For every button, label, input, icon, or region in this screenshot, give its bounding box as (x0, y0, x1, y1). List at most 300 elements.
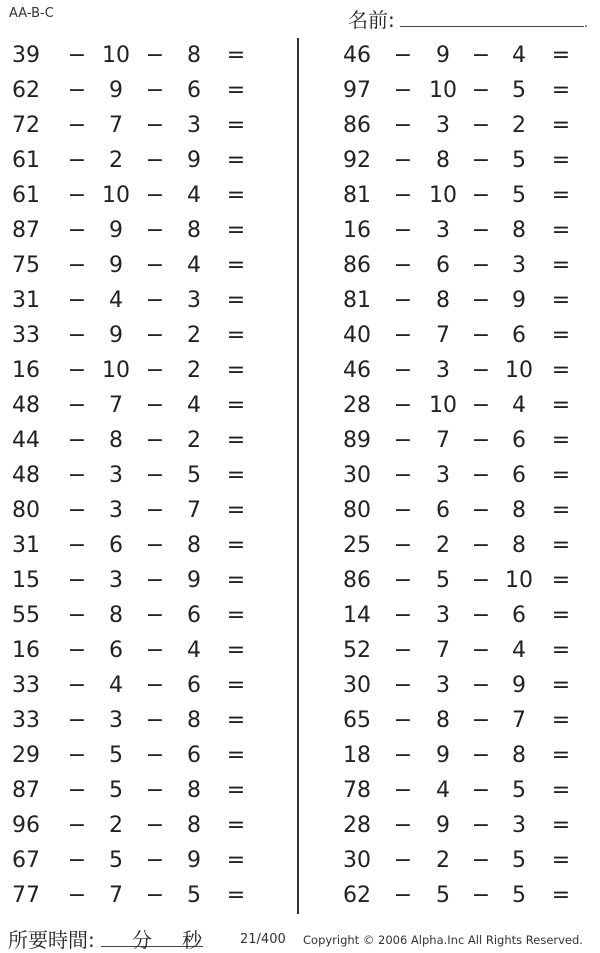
second-number: 9 (109, 78, 123, 103)
minus-sign: − (67, 603, 87, 628)
problem-row (0, 458, 270, 493)
minus-sign: − (471, 708, 491, 733)
problem-row (0, 878, 270, 913)
first-number: 78 (343, 778, 371, 803)
first-number: 28 (343, 393, 371, 418)
equals-sign: = (226, 43, 246, 68)
third-number: 4 (512, 43, 526, 68)
right-problem-column (326, 38, 596, 913)
minus-sign: − (67, 568, 87, 593)
minus-sign: − (471, 813, 491, 838)
minus-sign: − (471, 533, 491, 558)
problem-row (326, 283, 596, 318)
minus-sign: − (393, 463, 413, 488)
minus-sign: − (393, 673, 413, 698)
problem-row (326, 493, 596, 528)
third-number: 6 (187, 78, 201, 103)
second-number: 3 (109, 498, 123, 523)
minus-sign: − (471, 288, 491, 313)
second-number: 9 (436, 813, 450, 838)
third-number: 3 (512, 253, 526, 278)
third-number: 9 (512, 673, 526, 698)
first-number: 33 (12, 673, 40, 698)
minus-sign: − (393, 498, 413, 523)
second-number: 8 (109, 428, 123, 453)
second-number: 7 (436, 428, 450, 453)
equals-sign: = (226, 463, 246, 488)
minus-sign: − (471, 498, 491, 523)
first-number: 30 (343, 848, 371, 873)
first-number: 65 (343, 708, 371, 733)
third-number: 8 (512, 218, 526, 243)
second-number: 3 (436, 218, 450, 243)
second-number: 10 (429, 78, 457, 103)
first-number: 86 (343, 253, 371, 278)
third-number: 2 (187, 428, 201, 453)
third-number: 6 (512, 603, 526, 628)
first-number: 28 (343, 813, 371, 838)
third-number: 5 (187, 463, 201, 488)
minus-sign: − (145, 708, 165, 733)
second-number: 2 (436, 848, 450, 873)
problem-row (326, 843, 596, 878)
problem-row (0, 213, 270, 248)
problem-row (326, 143, 596, 178)
third-number: 3 (187, 288, 201, 313)
problem-row (0, 108, 270, 143)
minus-sign: − (145, 253, 165, 278)
second-number: 5 (436, 568, 450, 593)
second-number: 9 (436, 43, 450, 68)
problem-row (326, 703, 596, 738)
problem-row (0, 633, 270, 668)
problem-row (326, 353, 596, 388)
first-number: 52 (343, 638, 371, 663)
third-number: 3 (187, 113, 201, 138)
equals-sign: = (551, 113, 571, 138)
second-number: 3 (436, 463, 450, 488)
minus-sign: − (67, 813, 87, 838)
equals-sign: = (551, 813, 571, 838)
second-number: 9 (109, 323, 123, 348)
minus-sign: − (67, 253, 87, 278)
minus-sign: − (393, 288, 413, 313)
equals-sign: = (551, 883, 571, 908)
problem-row (0, 493, 270, 528)
minus-sign: − (67, 43, 87, 68)
first-number: 48 (12, 393, 40, 418)
second-number: 7 (109, 883, 123, 908)
equals-sign: = (226, 253, 246, 278)
second-number: 3 (109, 463, 123, 488)
minus-sign: − (145, 673, 165, 698)
equals-sign: = (226, 78, 246, 103)
first-number: 80 (343, 498, 371, 523)
minus-sign: − (67, 848, 87, 873)
minus-sign: − (145, 78, 165, 103)
equals-sign: = (551, 463, 571, 488)
problem-row (326, 598, 596, 633)
name-dot: . (584, 16, 588, 30)
second-number: 6 (109, 533, 123, 558)
minus-sign: − (145, 743, 165, 768)
problem-row (326, 563, 596, 598)
first-number: 30 (343, 463, 371, 488)
equals-sign: = (551, 533, 571, 558)
second-number: 5 (436, 883, 450, 908)
copyright-text: Copyright © 2006 Alpha.Inc All Rights Reserved. (303, 933, 583, 947)
second-number: 7 (109, 393, 123, 418)
minus-sign: − (471, 218, 491, 243)
third-number: 8 (512, 533, 526, 558)
problem-row (0, 598, 270, 633)
problem-row (326, 878, 596, 913)
third-number: 4 (512, 393, 526, 418)
third-number: 10 (505, 358, 533, 383)
third-number: 5 (512, 148, 526, 173)
equals-sign: = (226, 778, 246, 803)
minus-sign: − (67, 673, 87, 698)
minus-sign: − (145, 883, 165, 908)
second-number: 8 (436, 708, 450, 733)
equals-sign: = (226, 148, 246, 173)
first-number: 92 (343, 148, 371, 173)
name-label: 名前: (348, 8, 395, 32)
third-number: 5 (512, 78, 526, 103)
minus-sign: − (471, 463, 491, 488)
minus-sign: − (393, 113, 413, 138)
second-number: 7 (436, 323, 450, 348)
third-number: 5 (512, 883, 526, 908)
minus-sign: − (393, 813, 413, 838)
first-number: 46 (343, 43, 371, 68)
problem-row (0, 423, 270, 458)
problem-row (0, 563, 270, 598)
equals-sign: = (551, 288, 571, 313)
equals-sign: = (551, 743, 571, 768)
first-number: 87 (12, 218, 40, 243)
minus-sign: − (393, 848, 413, 873)
first-number: 14 (343, 603, 371, 628)
first-number: 46 (343, 358, 371, 383)
minus-sign: − (471, 743, 491, 768)
minus-sign: − (393, 148, 413, 173)
third-number: 8 (187, 218, 201, 243)
third-number: 7 (512, 708, 526, 733)
second-number: 3 (436, 603, 450, 628)
minus-sign: − (393, 603, 413, 628)
third-number: 8 (187, 533, 201, 558)
first-number: 16 (12, 638, 40, 663)
time-label: 所要時間: (8, 928, 95, 952)
minus-sign: − (471, 393, 491, 418)
third-number: 2 (512, 113, 526, 138)
equals-sign: = (551, 148, 571, 173)
problem-row (0, 808, 270, 843)
minus-sign: − (393, 568, 413, 593)
second-number: 8 (109, 603, 123, 628)
third-number: 6 (512, 463, 526, 488)
first-number: 31 (12, 288, 40, 313)
third-number: 6 (187, 743, 201, 768)
second-number: 6 (436, 253, 450, 278)
second-number: 9 (109, 253, 123, 278)
second-number: 9 (436, 743, 450, 768)
second-number: 5 (109, 848, 123, 873)
minus-sign: − (393, 393, 413, 418)
minus-sign: − (67, 638, 87, 663)
equals-sign: = (551, 778, 571, 803)
minus-sign: − (145, 428, 165, 453)
third-number: 4 (187, 183, 201, 208)
equals-sign: = (551, 78, 571, 103)
equals-sign: = (226, 323, 246, 348)
minus-sign: − (393, 778, 413, 803)
first-number: 97 (343, 78, 371, 103)
minus-sign: − (471, 358, 491, 383)
second-number: 6 (436, 498, 450, 523)
minus-sign: − (145, 148, 165, 173)
minus-sign: − (393, 708, 413, 733)
minus-sign: − (393, 78, 413, 103)
first-number: 18 (343, 743, 371, 768)
first-number: 40 (343, 323, 371, 348)
third-number: 8 (512, 743, 526, 768)
minus-sign: − (471, 148, 491, 173)
second-number: 7 (436, 638, 450, 663)
first-number: 61 (12, 148, 40, 173)
third-number: 9 (187, 148, 201, 173)
minus-sign: − (67, 78, 87, 103)
first-number: 96 (12, 813, 40, 838)
minus-sign: − (471, 428, 491, 453)
minus-sign: − (393, 428, 413, 453)
minus-sign: − (145, 778, 165, 803)
minus-sign: − (145, 218, 165, 243)
second-number: 2 (109, 813, 123, 838)
problem-row (326, 808, 596, 843)
minus-sign: − (145, 323, 165, 348)
equals-sign: = (226, 603, 246, 628)
second-number: 3 (109, 708, 123, 733)
third-number: 4 (187, 393, 201, 418)
third-number: 8 (512, 498, 526, 523)
minus-sign: − (67, 288, 87, 313)
second-number: 3 (436, 113, 450, 138)
equals-sign: = (551, 673, 571, 698)
first-number: 89 (343, 428, 371, 453)
third-number: 5 (187, 883, 201, 908)
second-number: 2 (436, 533, 450, 558)
third-number: 4 (512, 638, 526, 663)
problem-row (326, 668, 596, 703)
third-number: 6 (187, 673, 201, 698)
equals-sign: = (551, 708, 571, 733)
second-number: 4 (109, 288, 123, 313)
first-number: 72 (12, 113, 40, 138)
minus-sign: − (471, 183, 491, 208)
minus-sign: − (67, 183, 87, 208)
third-number: 9 (512, 288, 526, 313)
equals-sign: = (226, 498, 246, 523)
first-number: 61 (12, 183, 40, 208)
problem-row (0, 773, 270, 808)
first-number: 86 (343, 568, 371, 593)
problem-row (0, 388, 270, 423)
second-number: 10 (102, 183, 130, 208)
minus-sign: − (393, 743, 413, 768)
problem-row (0, 738, 270, 773)
first-number: 81 (343, 288, 371, 313)
second-number: 3 (109, 568, 123, 593)
problem-row (0, 843, 270, 878)
third-number: 9 (187, 568, 201, 593)
seconds-label: 秒 (182, 928, 202, 952)
minus-sign: − (471, 883, 491, 908)
problem-row (326, 388, 596, 423)
problem-row (0, 248, 270, 283)
equals-sign: = (226, 218, 246, 243)
third-number: 2 (187, 358, 201, 383)
minus-sign: − (67, 498, 87, 523)
second-number: 3 (436, 358, 450, 383)
minus-sign: − (67, 883, 87, 908)
problem-row (326, 738, 596, 773)
equals-sign: = (226, 883, 246, 908)
equals-sign: = (226, 428, 246, 453)
minus-sign: − (393, 883, 413, 908)
second-number: 4 (436, 778, 450, 803)
first-number: 81 (343, 183, 371, 208)
minus-sign: − (471, 638, 491, 663)
equals-sign: = (551, 43, 571, 68)
first-number: 48 (12, 463, 40, 488)
equals-sign: = (551, 393, 571, 418)
problem-row (326, 108, 596, 143)
third-number: 8 (187, 778, 201, 803)
third-number: 8 (187, 813, 201, 838)
equals-sign: = (226, 708, 246, 733)
name-area (348, 4, 588, 30)
minus-sign: − (471, 113, 491, 138)
equals-sign: = (551, 358, 571, 383)
equals-sign: = (226, 183, 246, 208)
equals-sign: = (551, 253, 571, 278)
third-number: 5 (512, 183, 526, 208)
second-number: 4 (109, 673, 123, 698)
third-number: 4 (187, 638, 201, 663)
problem-row (326, 73, 596, 108)
problem-row (0, 703, 270, 738)
equals-sign: = (551, 323, 571, 348)
minus-sign: − (67, 393, 87, 418)
problem-row (0, 73, 270, 108)
problem-row (326, 248, 596, 283)
minus-sign: − (67, 323, 87, 348)
third-number: 3 (512, 813, 526, 838)
first-number: 39 (12, 43, 40, 68)
minus-sign: − (145, 533, 165, 558)
worksheet-code: AA-B-C (9, 6, 54, 21)
third-number: 8 (187, 43, 201, 68)
second-number: 9 (109, 218, 123, 243)
equals-sign: = (551, 603, 571, 628)
minus-sign: − (145, 638, 165, 663)
equals-sign: = (226, 743, 246, 768)
first-number: 15 (12, 568, 40, 593)
second-number: 10 (102, 43, 130, 68)
minus-sign: − (67, 218, 87, 243)
minus-sign: − (67, 533, 87, 558)
minus-sign: − (67, 428, 87, 453)
equals-sign: = (226, 533, 246, 558)
third-number: 6 (512, 428, 526, 453)
equals-sign: = (226, 568, 246, 593)
minus-sign: − (145, 848, 165, 873)
third-number: 8 (187, 708, 201, 733)
problem-row (326, 318, 596, 353)
problem-row (0, 668, 270, 703)
third-number: 10 (505, 568, 533, 593)
equals-sign: = (226, 288, 246, 313)
first-number: 31 (12, 533, 40, 558)
minus-sign: − (67, 113, 87, 138)
minus-sign: − (393, 183, 413, 208)
equals-sign: = (226, 358, 246, 383)
problem-row (0, 178, 270, 213)
equals-sign: = (551, 183, 571, 208)
name-input-line[interactable] (400, 26, 584, 27)
third-number: 9 (187, 848, 201, 873)
minus-sign: − (145, 358, 165, 383)
second-number: 3 (436, 673, 450, 698)
minus-sign: − (393, 218, 413, 243)
equals-sign: = (226, 638, 246, 663)
second-number: 10 (102, 358, 130, 383)
first-number: 86 (343, 113, 371, 138)
second-number: 7 (109, 113, 123, 138)
second-number: 8 (436, 288, 450, 313)
minus-sign: − (471, 673, 491, 698)
first-number: 44 (12, 428, 40, 453)
problem-row (326, 423, 596, 458)
first-number: 25 (343, 533, 371, 558)
minus-sign: − (67, 743, 87, 768)
minus-sign: − (471, 43, 491, 68)
minus-sign: − (145, 288, 165, 313)
equals-sign: = (551, 428, 571, 453)
problem-row (0, 143, 270, 178)
equals-sign: = (226, 813, 246, 838)
minus-sign: − (393, 358, 413, 383)
third-number: 6 (512, 323, 526, 348)
minus-sign: − (145, 183, 165, 208)
problem-row (326, 213, 596, 248)
equals-sign: = (551, 848, 571, 873)
problem-row (326, 633, 596, 668)
third-number: 7 (187, 498, 201, 523)
problem-row (0, 283, 270, 318)
problem-row (326, 773, 596, 808)
left-problem-column (0, 38, 270, 913)
problem-row (0, 353, 270, 388)
page-number: 21/400 (240, 932, 286, 947)
equals-sign: = (226, 848, 246, 873)
first-number: 62 (12, 78, 40, 103)
equals-sign: = (551, 218, 571, 243)
first-number: 55 (12, 603, 40, 628)
problem-row (326, 458, 596, 493)
